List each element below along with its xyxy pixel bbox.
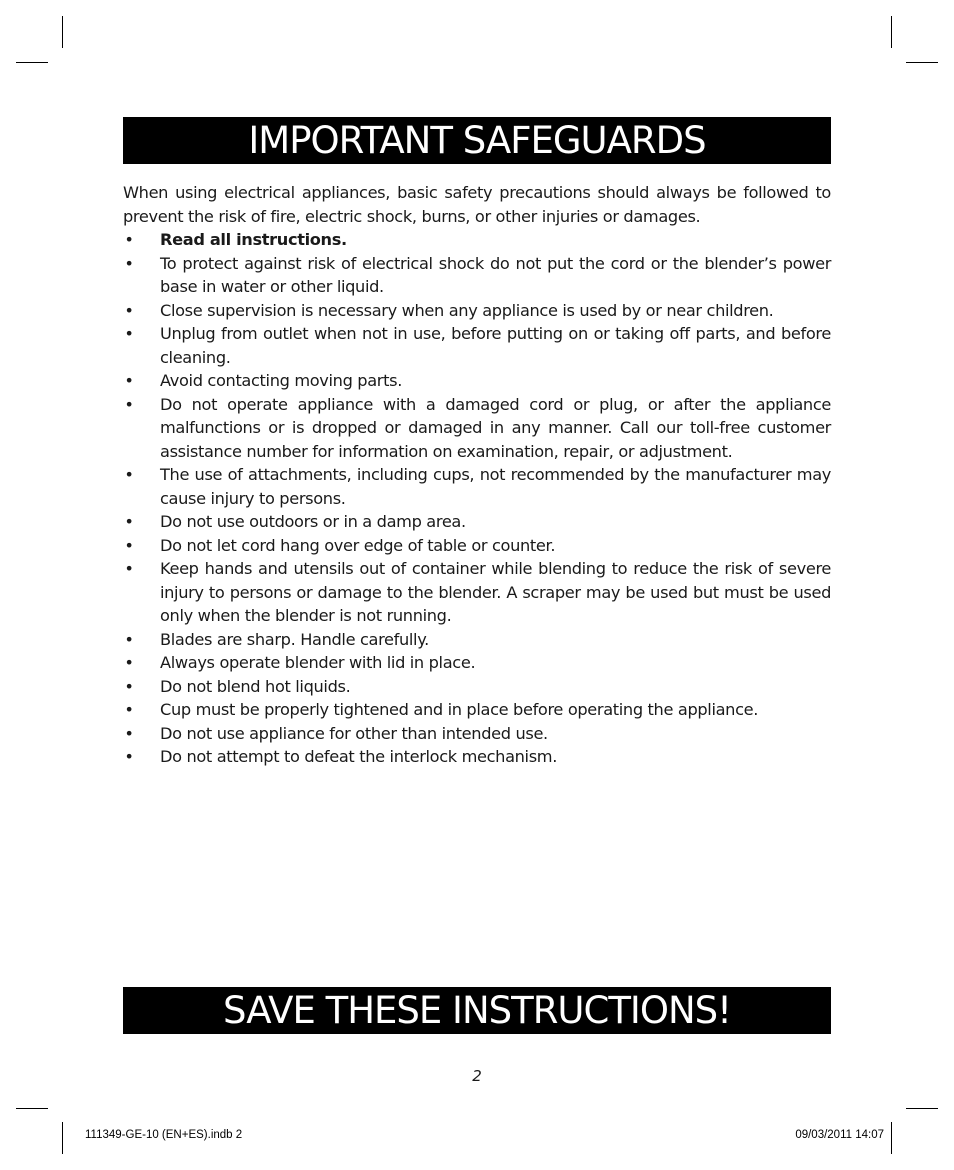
safeguard-text: Unplug from outlet when not in use, before putting on or taking off parts, and before cleaning. <box>160 324 831 367</box>
bullet-icon: • <box>124 371 134 390</box>
safeguard-text: Do not let cord hang over edge of table or counter. <box>160 535 556 555</box>
safeguard-text: Blades are sharp. Handle carefully. <box>160 629 429 649</box>
safeguard-item <box>123 369 831 393</box>
bullet-icon: • <box>124 465 134 484</box>
page-number: 2 <box>472 1067 482 1085</box>
bullet-icon: • <box>124 747 134 766</box>
safeguard-text: Avoid contacting moving parts. <box>160 371 402 390</box>
bullet-icon: • <box>124 535 134 555</box>
important-safeguards-banner <box>123 117 831 164</box>
bullet-icon: • <box>124 394 134 414</box>
safeguard-text: Do not blend hot liquids. <box>160 676 351 696</box>
banner-title: SAVE THESE INSTRUCTIONS! <box>223 989 731 1032</box>
bullet-icon: • <box>124 700 134 719</box>
crop-mark-top-left-horizontal <box>16 62 48 63</box>
bullet-icon: • <box>124 253 134 273</box>
crop-mark-top-left-vertical <box>62 16 63 48</box>
safeguard-item <box>123 675 831 699</box>
safeguard-item <box>123 722 831 746</box>
safeguard-item <box>123 463 831 510</box>
safeguard-item <box>123 745 831 769</box>
bullet-icon: • <box>124 723 134 743</box>
safeguard-text: Do not use outdoors or in a damp area. <box>160 512 466 531</box>
bullet-icon: • <box>124 512 134 531</box>
banner-title: IMPORTANT SAFEGUARDS <box>248 119 706 162</box>
safeguard-item <box>123 322 831 369</box>
safeguard-item <box>123 651 831 675</box>
safeguard-text: Keep hands and utensils out of container while blending to reduce the risk of severe injury to persons or damage to the blender. A scraper may be used but must be used only when the blender is not running. <box>160 559 831 625</box>
safeguard-item <box>123 252 831 299</box>
intro-paragraph: When using electrical appliances, basic safety precautions should always be followed to prevent the risk of fire, electric shock, burns, or other injuries or damages. <box>123 183 831 226</box>
safeguard-text: Do not use appliance for other than intended use. <box>160 723 548 743</box>
safeguard-item <box>123 534 831 558</box>
safeguard-item <box>123 557 831 628</box>
safeguard-item <box>123 510 831 534</box>
bullet-icon: • <box>124 676 134 696</box>
bullet-icon: • <box>124 629 134 649</box>
safeguard-text: Do not operate appliance with a damaged cord or plug, or after the appliance malfunctions or is dropped or damaged in any manner. Call our toll-free customer assistance number for information on examination, repair, or adjustment. <box>160 394 831 461</box>
bullet-icon: • <box>124 300 134 320</box>
print-slug-file: 111349-GE-10 (EN+ES).indb 2 <box>85 1129 243 1141</box>
print-slug-datetime: 09/03/2011 14:07 <box>795 1129 884 1141</box>
safeguard-text: The use of attachments, including cups, not recommended by the manufacturer may cause injury to persons. <box>160 465 831 508</box>
safeguard-text: Do not attempt to defeat the interlock mechanism. <box>160 747 557 766</box>
crop-mark-top-right-horizontal <box>906 62 938 63</box>
crop-mark-bottom-right-horizontal <box>906 1108 938 1109</box>
safeguard-text: Always operate blender with lid in place. <box>160 653 476 672</box>
crop-mark-top-right-vertical <box>891 16 892 48</box>
bullet-icon: • <box>124 559 134 578</box>
safeguard-list <box>123 228 831 769</box>
bullet-icon: • <box>124 230 134 249</box>
safeguard-text: Close supervision is necessary when any appliance is used by or near children. <box>160 300 774 320</box>
safeguard-text: Read all instructions. <box>160 230 347 249</box>
crop-mark-bottom-left-horizontal <box>16 1108 48 1109</box>
save-instructions-banner <box>123 987 831 1034</box>
crop-mark-bottom-left-vertical <box>62 1122 63 1154</box>
bullet-icon: • <box>124 324 134 343</box>
crop-mark-bottom-right-vertical <box>891 1122 892 1154</box>
safeguard-text: Cup must be properly tightened and in place before operating the appliance. <box>160 700 759 719</box>
safeguard-item <box>123 628 831 652</box>
safeguard-item <box>123 228 831 252</box>
safeguard-item <box>123 299 831 323</box>
safeguard-text: To protect against risk of electrical shock do not put the cord or the blender’s power base in water or other liquid. <box>160 253 831 296</box>
safeguards-content <box>123 181 831 769</box>
bullet-icon: • <box>124 653 134 672</box>
safeguard-item <box>123 698 831 722</box>
safeguard-item <box>123 393 831 464</box>
